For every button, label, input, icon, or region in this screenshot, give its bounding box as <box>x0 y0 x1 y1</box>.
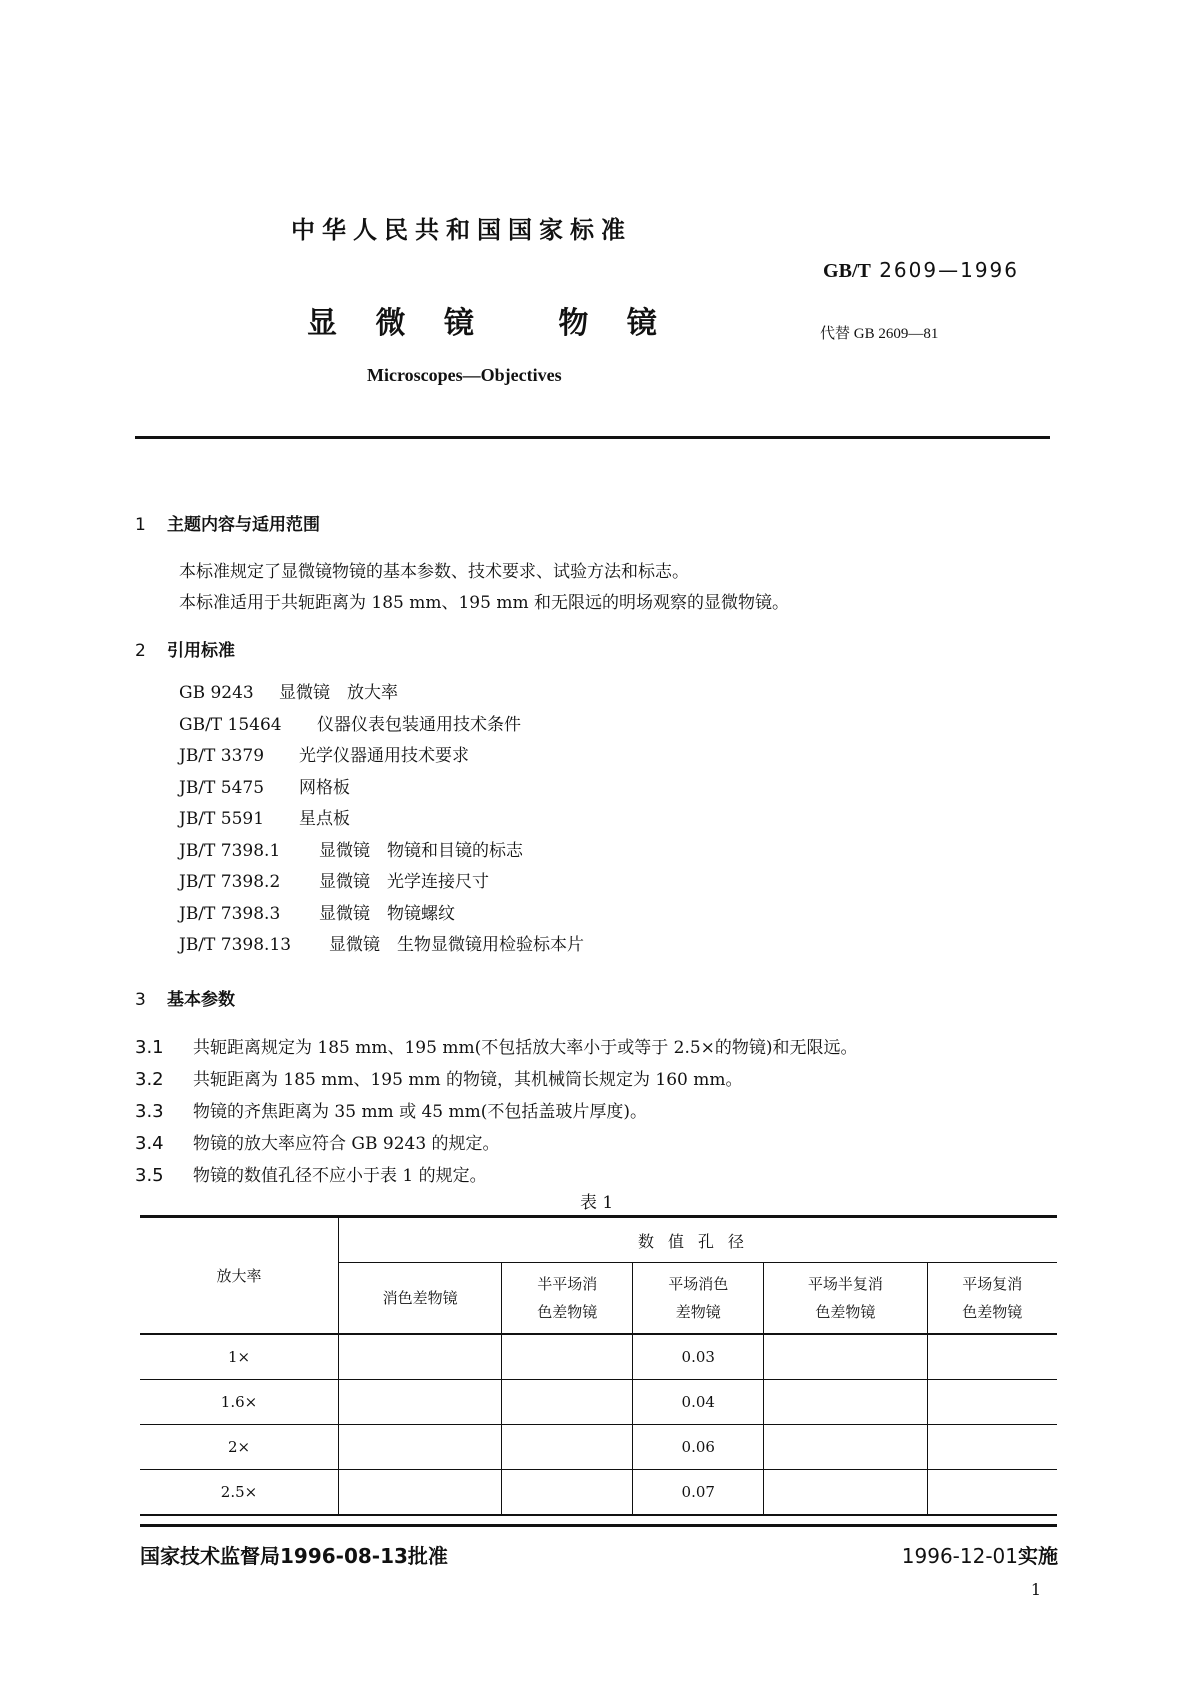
national-standard-title: 中华人民共和国国家标准 <box>291 216 632 244</box>
section-1-heading <box>135 510 320 535</box>
column-header: 平场消色 差物镜 <box>633 1263 764 1335</box>
section-title: 基本参数 <box>167 990 235 1010</box>
section-number: 2 <box>135 641 146 661</box>
footer-divider <box>140 1524 1057 1527</box>
column-header: 平场复消 色差物镜 <box>927 1263 1057 1335</box>
column-header: 平场半复消 色差物镜 <box>764 1263 927 1335</box>
approval-statement: 国家技术监督局1996-08-13批准 <box>140 1544 448 1568</box>
column-header: 半平场消 色差物镜 <box>502 1263 633 1335</box>
numerical-aperture-table <box>140 1215 1057 1516</box>
standard-number <box>823 258 1019 283</box>
section-title: 主题内容与适用范围 <box>167 515 320 535</box>
page-number: 1 <box>1030 1580 1041 1599</box>
magnification-cell: 2.5× <box>140 1470 339 1516</box>
section-title: 引用标准 <box>167 641 235 661</box>
section-2-heading <box>135 636 235 661</box>
reference-item: JB/T 5591 星点板 <box>179 809 350 829</box>
implementation-statement <box>902 1540 1058 1569</box>
magnification-cell: 2× <box>140 1425 339 1470</box>
group-header-numerical-aperture: 数值孔径 <box>339 1217 1058 1263</box>
column-header: 消色差物镜 <box>339 1263 502 1335</box>
implementation-date: 1996-12-01 <box>901 1544 1018 1568</box>
table-row: 1× 0.03 <box>140 1334 1057 1380</box>
section-1-paragraph-2: 本标准适用于共轭距离为 185 mm、195 mm 和无限远的明场观察的显微物镜。 <box>179 593 789 613</box>
standard-prefix: GB/T <box>823 260 871 282</box>
english-title: Microscopes—Objectives <box>367 365 562 385</box>
reference-item: JB/T 7398.13 显微镜 生物显微镜用检验标本片 <box>179 935 584 955</box>
reference-item: GB/T 15464 仪器仪表包装通用技术条件 <box>179 714 521 735</box>
header-divider <box>135 436 1050 439</box>
standard-code: 2609—1996 <box>870 258 1019 282</box>
clause-3-5: 3.5 物镜的数值孔径不应小于表 1 的规定。 <box>135 1165 487 1186</box>
section-1-paragraph-1: 本标准规定了显微镜物镜的基本参数、技术要求、试验方法和标志。 <box>179 562 689 582</box>
table-row: 2.5× 0.07 <box>140 1470 1057 1516</box>
table-caption: 表 1 <box>580 1193 614 1213</box>
replaces-standard: 代替 GB 2609—81 <box>820 326 939 342</box>
reference-item: JB/T 5475 网格板 <box>179 777 350 798</box>
title-part-2: 物 镜 <box>558 306 671 341</box>
section-number: 3 <box>135 990 146 1010</box>
clause-3-4: 3.4 物镜的放大率应符合 GB 9243 的规定。 <box>135 1133 500 1154</box>
reference-item: JB/T 7398.2 显微镜 光学连接尺寸 <box>179 872 489 892</box>
implementation-label: 实施 <box>1018 1544 1058 1568</box>
reference-item: GB 9243 显微镜 放大率 <box>179 683 398 703</box>
clause-3-2: 3.2 共轭距离为 185 mm、195 mm 的物镜，其机械筒长规定为 160 mm。 <box>135 1069 743 1090</box>
reference-item: JB/T 7398.1 显微镜 物镜和目镜的标志 <box>179 840 523 861</box>
magnification-cell: 1× <box>140 1334 339 1380</box>
clause-3-1: 3.1 共轭距离规定为 185 mm、195 mm(不包括放大率小于或等于 2.5×的物镜)和无限远。 <box>135 1037 858 1058</box>
section-3-heading <box>135 985 235 1010</box>
reference-item: JB/T 7398.3 显微镜 物镜螺纹 <box>179 903 455 924</box>
clause-3-3: 3.3 物镜的齐焦距离为 35 mm 或 45 mm(不包括盖玻片厚度)。 <box>135 1101 648 1122</box>
reference-item: JB/T 3379 光学仪器通用技术要求 <box>179 746 469 766</box>
table-row: 1.6× 0.04 <box>140 1380 1057 1425</box>
table-row: 2× 0.06 <box>140 1425 1057 1470</box>
magnification-cell: 1.6× <box>140 1380 339 1425</box>
column-header-magnification: 放大率 <box>140 1217 339 1335</box>
section-number: 1 <box>135 515 146 535</box>
title-part-1: 显 微 镜 <box>307 306 488 341</box>
document-title <box>307 298 671 342</box>
reference-list <box>179 678 584 962</box>
